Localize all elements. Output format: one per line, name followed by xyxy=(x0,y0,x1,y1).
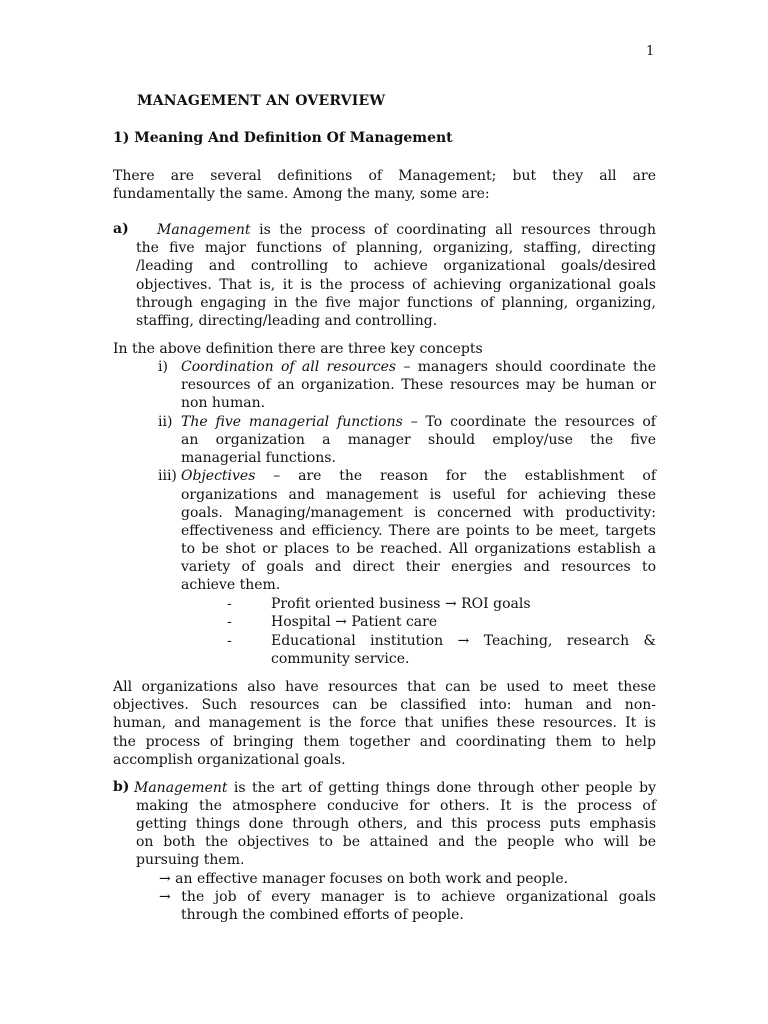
definition-a-line: /leading and controlling to achieve organizational goals/desired xyxy=(136,258,656,274)
definition-b-line: making the atmosphere conducive for others. It is the process of xyxy=(136,798,656,814)
example-item: Profit oriented business → ROI goals xyxy=(271,596,531,612)
example-item: Hospital → Patient care xyxy=(271,614,438,630)
term: Management xyxy=(134,780,228,796)
concept-line: goals. Managing/management is concerned with productivity: xyxy=(181,505,656,521)
text: is the process of coordinating all resources through xyxy=(259,222,656,238)
roman-numeral: ii) xyxy=(158,414,173,430)
example-item: Educational institution → Teaching, research & xyxy=(271,633,656,649)
definition-a-line: staffing, directing/leading and controlling. xyxy=(136,313,438,329)
text: – managers should coordinate the xyxy=(403,359,656,375)
intro-line: fundamentally the same. Among the many, some are: xyxy=(113,186,490,202)
dash-bullet: - xyxy=(227,633,232,649)
concept-term: The five managerial functions xyxy=(181,414,403,430)
concept-term: Objectives xyxy=(181,468,256,484)
text: – To coordinate the resources of xyxy=(410,414,656,430)
term: Management xyxy=(157,222,251,238)
resources-line: human, and management is the force that unifies these resources. It is xyxy=(113,715,656,731)
definition-b-line: on both the objectives to be attained and the people who will be xyxy=(136,834,656,850)
list-marker: a) xyxy=(113,221,129,237)
resources-line: All organizations also have resources that can be used to meet these xyxy=(113,679,656,695)
concept-line: organizations and management is useful for achieving these xyxy=(181,487,656,503)
concept-line: resources of an organization. These resources may be human or xyxy=(181,377,656,393)
intro-line: There are several definitions of Management; but they all are xyxy=(113,168,656,184)
roman-numeral: iii) xyxy=(158,468,177,484)
concept-line: achieve them. xyxy=(181,577,281,593)
definition-a-line: through engaging in the five major functions of planning, organizing, xyxy=(136,295,656,311)
arrow-point: → the job of every manager is to achieve organizational goals xyxy=(159,889,656,905)
definition-a-line: the five major functions of planning, organizing, staffing, directing xyxy=(136,240,656,256)
roman-numeral: i) xyxy=(158,359,168,375)
resources-line: the process of bringing them together and coordinating them to help xyxy=(113,734,656,750)
concept-first-line xyxy=(181,413,656,431)
document-title: MANAGEMENT AN OVERVIEW xyxy=(137,93,386,109)
concept-line: effectiveness and efficiency. There are points to be meet, targets xyxy=(181,523,656,539)
arrow-point: → an effective manager focuses on both work and people. xyxy=(159,871,569,887)
concept-first-line xyxy=(181,358,656,376)
concept-line: variety of goals and direct their energies and resources to xyxy=(181,559,656,575)
section-heading: 1) Meaning And Definition Of Management xyxy=(113,130,453,146)
definition-b-first-line xyxy=(134,779,656,797)
text: is the art of getting things done through other people by xyxy=(233,780,656,796)
resources-line: accomplish organizational goals. xyxy=(113,752,346,768)
page-number: 1 xyxy=(646,44,655,59)
example-item-continued: community service. xyxy=(271,651,410,667)
definition-a-first-line xyxy=(157,221,656,239)
definition-b-line: getting things done through others, and this process puts emphasis xyxy=(136,816,656,832)
concept-line: an organization a manager should employ/use the five xyxy=(181,432,656,448)
key-concepts-intro: In the above definition there are three key concepts xyxy=(113,341,483,357)
definition-b-line: pursuing them. xyxy=(136,852,245,868)
list-marker: b) xyxy=(113,779,130,795)
concept-first-line xyxy=(181,467,656,485)
concept-term: Coordination of all resources xyxy=(181,359,397,375)
resources-line: objectives. Such resources can be classified into: human and non- xyxy=(113,697,656,713)
dash-bullet: - xyxy=(227,614,232,630)
concept-line: to be shot or places to be reached. All organizations establish a xyxy=(181,541,656,557)
concept-line: managerial functions. xyxy=(181,450,336,466)
text: – are the reason for the establishment of xyxy=(273,468,657,484)
dash-bullet: - xyxy=(227,596,232,612)
definition-a-line: objectives. That is, it is the process of achieving organizational goals xyxy=(136,277,656,293)
concept-line: non human. xyxy=(181,395,266,411)
arrow-point-continued: through the combined efforts of people. xyxy=(181,907,464,923)
